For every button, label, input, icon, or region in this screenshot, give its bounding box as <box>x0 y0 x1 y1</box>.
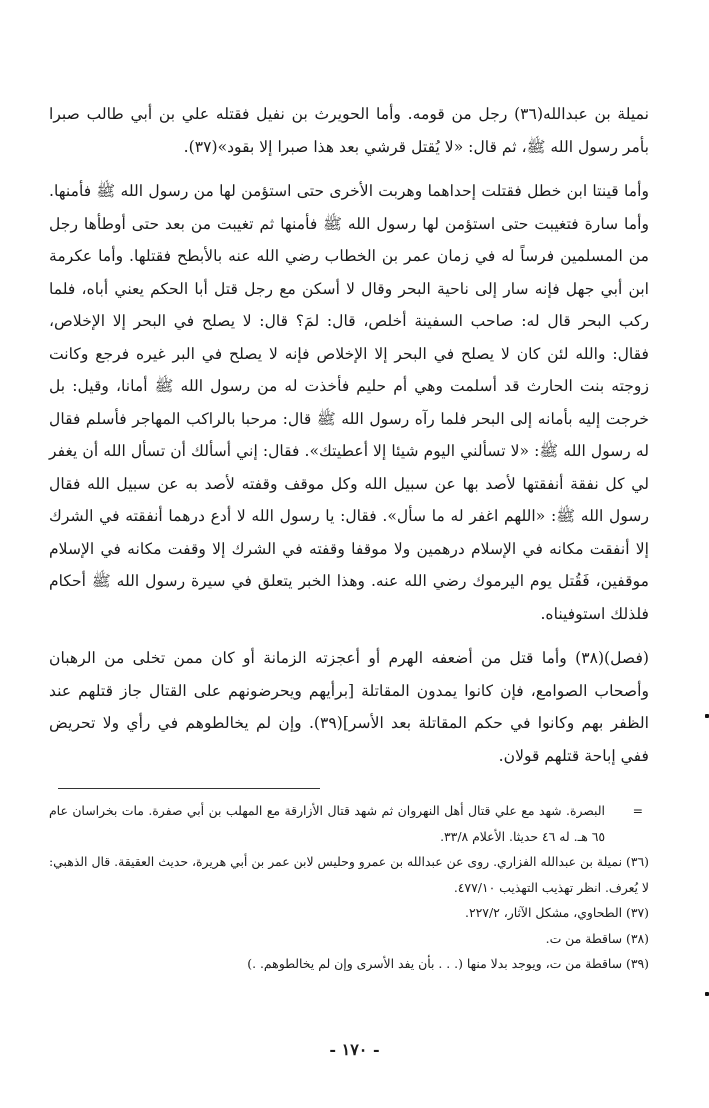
footnote-38: (٣٨) ساقطة من ت. <box>545 930 649 946</box>
scan-edge-mark <box>705 714 709 718</box>
page-number: - ١٧٠ - <box>329 1040 380 1059</box>
footnote-continuation <box>49 798 649 849</box>
footnote-39: (٣٩) ساقطة من ت، ويوجد بدلا منها (. . . بأن يفد الأسرى وإن لم يخالطوهم. .) <box>247 956 649 971</box>
footnote-divider <box>58 788 320 789</box>
footnote-36: (٣٦) نميلة بن عبدالله الفزاري. روى عن عبدالله بن عمرو وحليس لابن عمر بن أبي هريرة، حديث العقيقة. قال الذهبي: لا يُعرف. انظر تهذيب التهذيب ٤٧٧/١٠. <box>49 854 649 895</box>
footnote-continuation-text: البصرة. شهد مع علي قتال أهل النهروان ثم شهد قتال الأزارقة مع المهلب بن أبي صفرة. مات بخراسان عام ٦٥ هـ. له ٤٦ حديثا. الأعلام ٣٣/٨. <box>49 803 605 844</box>
footnotes <box>49 798 649 977</box>
main-text <box>49 98 649 772</box>
paragraph: وأما قينتا ابن خطل فقتلت إحداهما وهربت الأخرى حتى استؤمن لها من رسول الله ﷺ فأمنها. وأما سارة فتغيبت حتى استؤمن لها رسول الله ﷺ فأمنها ثم تغيبت من بعد حتى أوطأها رجل من المسلمين فرساً له في زمان عمر بن الخطاب رضي الله عنه بالأبطح فقتلها. وأما عكرمة ابن أبي جهل فإنه سار إلى ناحية البحر وقال لا أسكن مع رجل قتل أبا الحكم يعني أباه، فلما ركب البحر قال له: صاحب السفينة أخلص، قال: لمَ؟ قال: لا يصلح في البحر إلا الإخلاص، فقال: والله لئن كان لا يصلح في البحر إلا الإخلاص فإنه لا يصلح في البر غيره فرجع وكانت زوجته بنت الحارث قد أسلمت وهي أم حليم فأخذت له من رسول الله ﷺ أمانا، وقيل: بل خرجت إليه بأمانه إلى البحر فلما رآه رسول الله ﷺ قال: مرحبا بالراكب المهاجر فأسلم فقال له رسول الله ﷺ: «لا تسألني اليوم شيئا إلا أعطيتك». فقال: إني أسألك أن تسأل الله أن يغفر لي كل نفقة أنفقتها لأصد بها عن سبيل الله وكل موقف وقفته لأصد به عن سبيل الله فقال رسول الله ﷺ: «اللهم اغفر له ما سأل». فقال: يا رسول الله لا أدع درهما أنفقته في الشرك إلا أنفقت مكانه في الإسلام درهمين ولا موقفا وقفته في الشرك إلا وقفت مكانه في الإسلام موقفين، فَقُتل يوم اليرموك رضي الله عنه. وهذا الخبر يتعلق في سيرة رسول الله ﷺ أحكام فلذلك استوفيناه. <box>49 182 649 623</box>
footnote-37: (٣٧) الطحاوي، مشكل الآثار، ٢٢٧/٢. <box>465 905 649 920</box>
continuation-marker: = <box>632 803 643 818</box>
paragraph: (فصل)(٣٨) وأما قتل من أضعفه الهرم أو أعجزته الزمانة أو كان ممن تخلى من الرهبان وأصحاب الصوامع، فإن كانوا يمدون المقاتلة [برأيهم ويحرضونهم على القتال جاز قتلهم عند الظفر بهم وكانوا في حكم المقاتلة بعد الأسر](٣٩). وإن لم يخالطوهم في رأي ولا تحريض ففي إباحة قتلهم قولان. <box>49 649 649 765</box>
scan-edge-mark <box>705 992 709 996</box>
paragraph: نميلة بن عبدالله(٣٦) رجل من قومه. وأما الحويرث بن نفيل فقتله علي بن أبي طالب صبرا بأمر رسول الله ﷺ، ثم قال: «لا يُقتل قرشي بعد هذا صبرا إلا بقود»(٣٧). <box>49 105 649 156</box>
